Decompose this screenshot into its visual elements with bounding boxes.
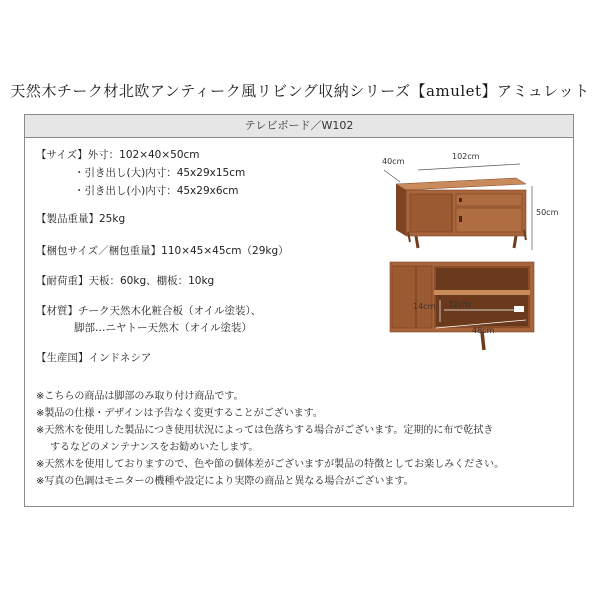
spec-size: 【サイズ】外寸：102×40×50cm <box>36 149 200 161</box>
dimension-depth: 40cm <box>382 157 405 166</box>
note-line: ※天然木を使用した製品につき使用状況によっては色落ちする場合がございます。定期的に布で乾拭き <box>36 425 494 436</box>
spec-drawer-large: ・引き出し(大)内寸：45x29x15cm <box>74 167 246 179</box>
spec-drawer-small: ・引き出し(小)内寸：45x29x6cm <box>74 185 239 197</box>
spec-load: 【耐荷重】天板：60kg、棚板：10kg <box>36 275 215 287</box>
dimension-inner-depth: 32cm <box>448 300 471 309</box>
note-line: するなどのメンテナンスをお勧めいたします。 <box>50 442 259 453</box>
note-line: ※製品の仕様・デザインは予告なく変更することがございます。 <box>36 408 323 419</box>
dimension-height: 50cm <box>536 208 559 217</box>
spec-material-legs: 脚部…ニヤトー天然木（オイル塗装） <box>74 322 252 334</box>
dimension-width: 102cm <box>452 152 480 161</box>
note-line: ※天然木を使用しておりますので、色や節の個体差がございますが製品の特徴としてお楽しみください。 <box>36 459 505 470</box>
note-line: ※写真の色調はモニターの機種や設定により実際の商品と異なる場合がございます。 <box>36 476 414 487</box>
spec-weight: 【製品重量】25kg <box>36 213 126 225</box>
tv-board-diagram <box>370 150 570 360</box>
dimension-inner-height: 14cm <box>413 302 436 311</box>
page-title: 天然木チーク材北欧アンティーク風リビング収納シリーズ【amulet】アミュレット <box>10 82 590 100</box>
note-line: ※こちらの商品は脚部のみ取り付け商品です。 <box>36 391 244 402</box>
product-header: テレビボード／W102 <box>24 114 574 138</box>
spec-material: 【材質】チーク天然木化粧合板（オイル塗装）、 <box>36 305 262 317</box>
dimension-inner-width: 48cm <box>472 326 495 335</box>
spec-origin: 【生産国】インドネシア <box>36 352 152 364</box>
spec-package: 【梱包サイズ／梱包重量】110×45×45cm（29kg） <box>36 245 289 257</box>
